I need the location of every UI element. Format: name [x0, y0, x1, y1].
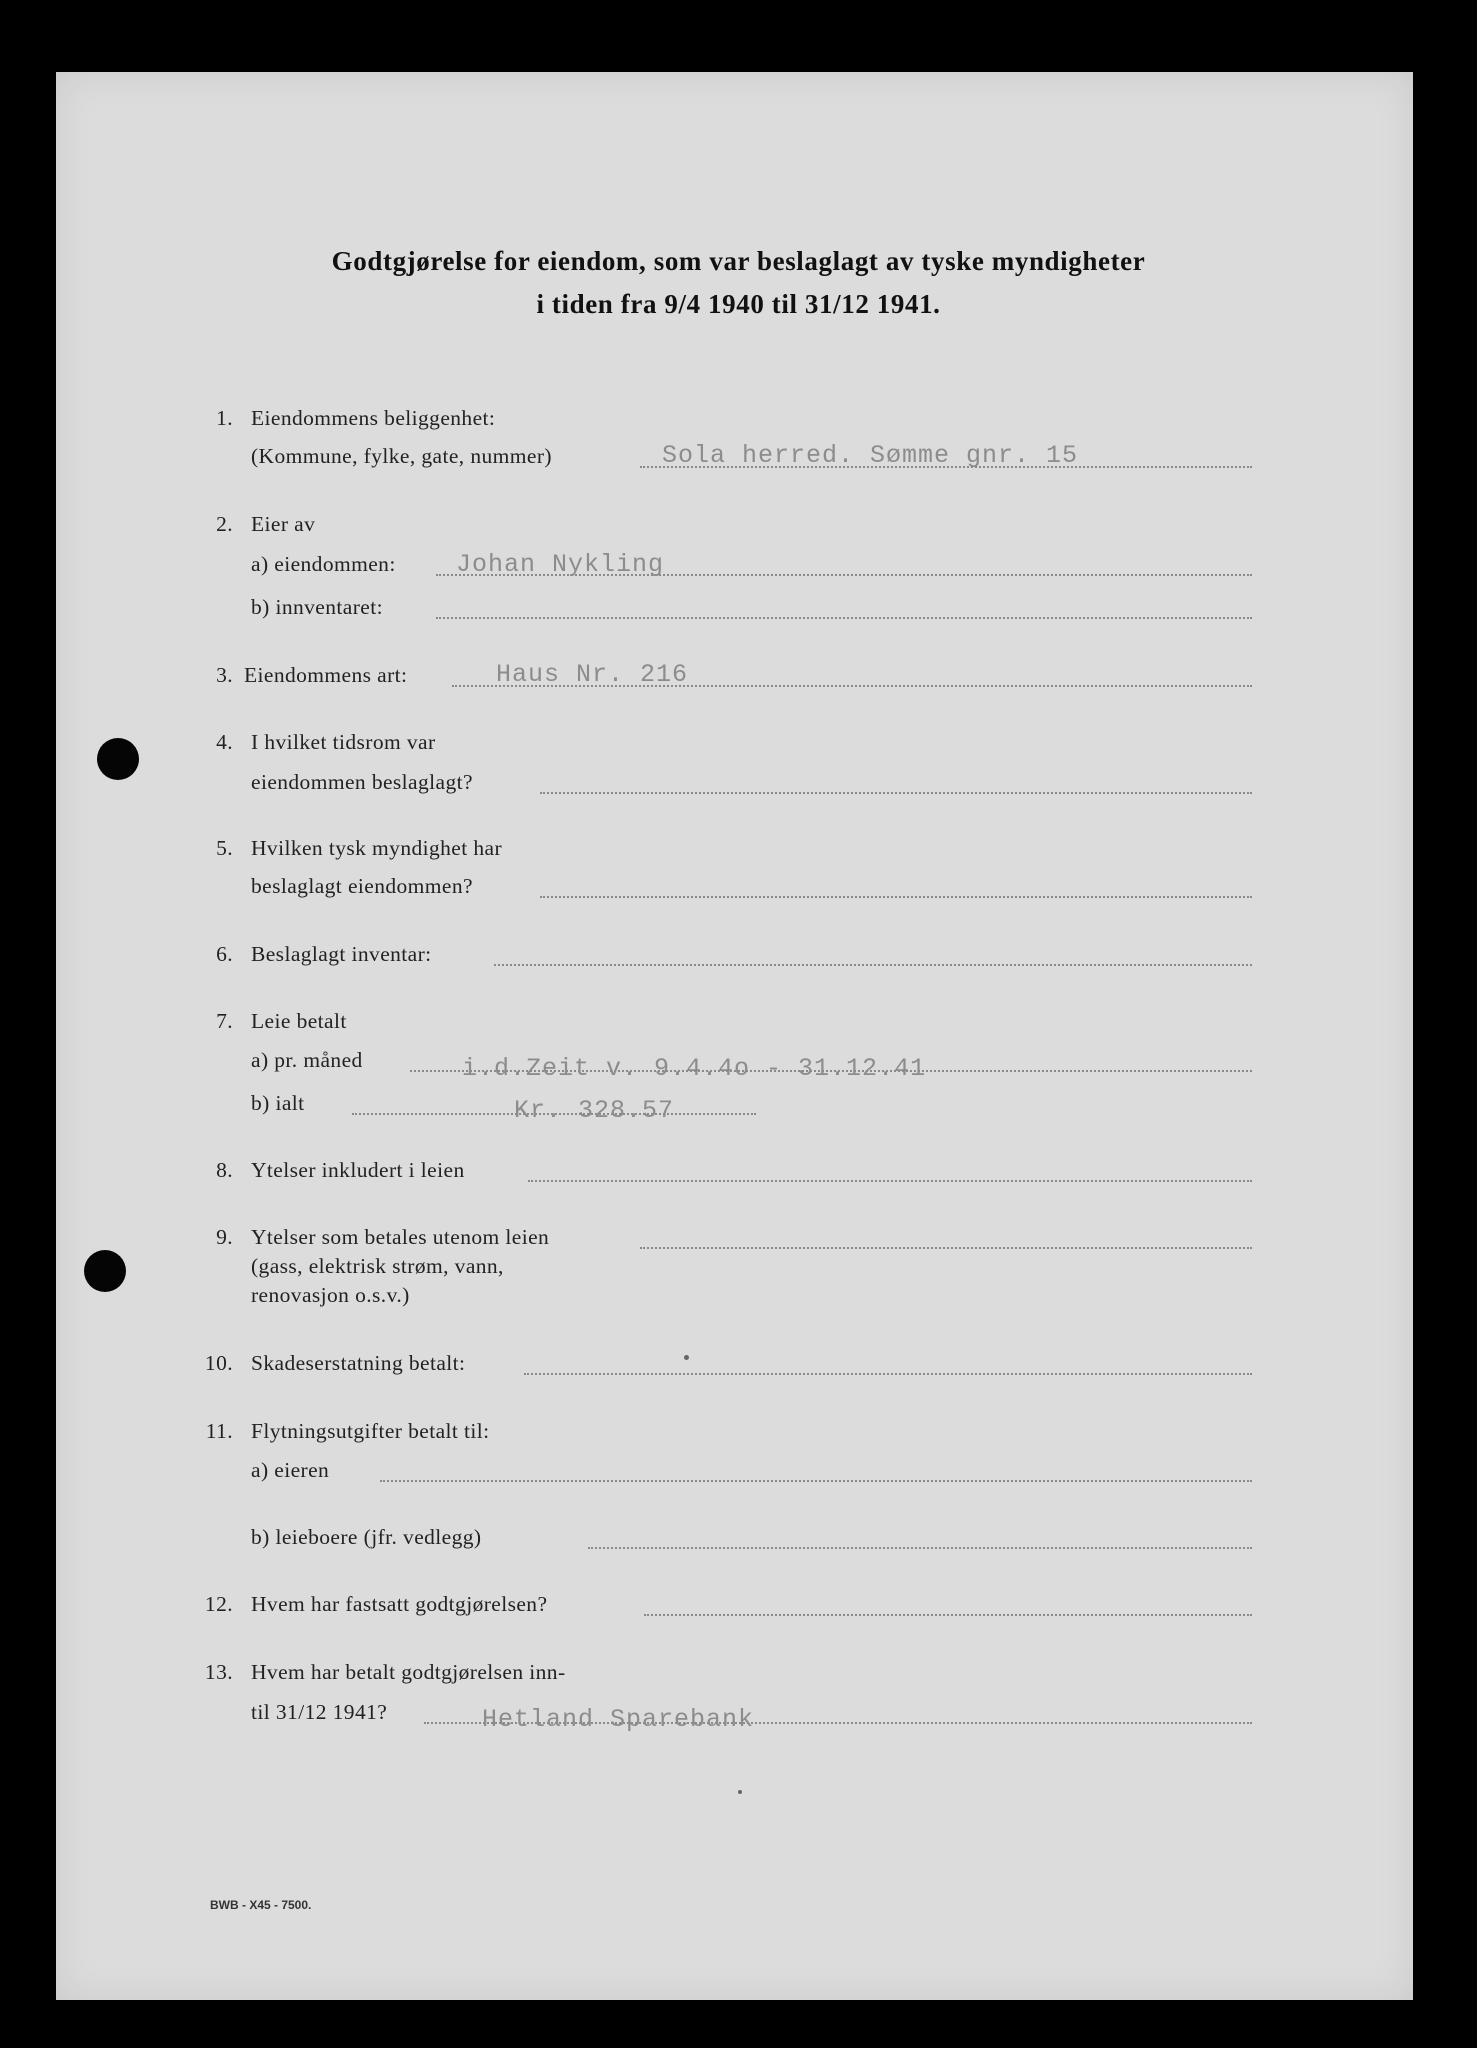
- q6-answer-line: [494, 964, 1252, 966]
- q9-answer-line: [640, 1247, 1252, 1249]
- q4-label-cont: eiendommen beslaglagt?: [251, 770, 473, 794]
- q10-answer-line: [524, 1373, 1252, 1375]
- q5-answer-line: [540, 896, 1252, 898]
- q11a-answer-line: [380, 1480, 1252, 1482]
- item-number-2: 2.: [216, 512, 233, 536]
- q4-label: I hvilket tidsrom var: [251, 730, 436, 754]
- q10-label: Skadeserstatning betalt:: [251, 1351, 466, 1375]
- q3-answer: Haus Nr. 216: [496, 660, 689, 689]
- q8-label: Ytelser inkludert i leien: [251, 1158, 465, 1182]
- q2b-answer-line: [436, 617, 1252, 619]
- form-print-code: BWB - X45 - 7500.: [210, 1898, 312, 1912]
- q13-label-cont: til 31/12 1941?: [251, 1700, 388, 1724]
- q13-answer: Hetland Sparebank: [482, 1705, 755, 1734]
- q11-label: Flytningsutgifter betalt til:: [251, 1419, 490, 1443]
- item-number-8: 8.: [216, 1158, 233, 1182]
- q6-label: Beslaglagt inventar:: [251, 942, 432, 966]
- q7a-answer: i.d.Zeit v. 9.4.4o - 31.12.41: [462, 1054, 927, 1083]
- q2b-label: b) innventaret:: [251, 595, 383, 619]
- q9-label: Ytelser som betales utenom leien: [251, 1225, 550, 1249]
- item-number-11: 11.: [205, 1419, 233, 1443]
- ink-speck: [738, 1790, 742, 1794]
- q12-label: Hvem har fastsatt godtgjørelsen?: [251, 1592, 548, 1616]
- q4-answer-line: [540, 792, 1252, 794]
- q11a-label: a) eieren: [251, 1458, 330, 1482]
- item-number-4: 4.: [216, 730, 233, 754]
- q12-answer-line: [644, 1614, 1252, 1616]
- q11b-label: b) leieboere (jfr. vedlegg): [251, 1525, 482, 1549]
- q1-answer: Sola herred. Sømme gnr. 15: [662, 441, 1079, 470]
- punch-hole-upper: [97, 738, 139, 780]
- q3-label: Eiendommens art:: [244, 663, 408, 687]
- item-number-3: 3.: [216, 663, 233, 687]
- q5-label-cont: beslaglagt eiendommen?: [251, 874, 473, 898]
- q9-label-line3: renovasjon o.s.v.): [251, 1283, 410, 1307]
- q7a-label: a) pr. måned: [251, 1048, 363, 1072]
- item-number-10: 10.: [204, 1351, 233, 1375]
- item-number-6: 6.: [216, 942, 233, 966]
- q2a-answer: Johan Nykling: [456, 550, 665, 579]
- item-number-5: 5.: [216, 836, 233, 860]
- q2-label: Eier av: [251, 512, 316, 536]
- q11b-answer-line: [588, 1547, 1252, 1549]
- item-number-7: 7.: [216, 1009, 233, 1033]
- title-line-1: Godtgjørelse for eiendom, som var beslaglagt av tyske myndigheter: [331, 246, 1146, 276]
- form-title: [0, 240, 1477, 326]
- q1-sublabel: (Kommune, fylke, gate, nummer): [251, 444, 552, 468]
- q9-label-line2: (gass, elektrisk strøm, vann,: [251, 1254, 504, 1278]
- q5-label: Hvilken tysk myndighet har: [251, 836, 503, 860]
- q7-label: Leie betalt: [251, 1009, 347, 1033]
- q7b-label: b) ialt: [251, 1091, 305, 1115]
- q2a-label: a) eiendommen:: [251, 552, 396, 576]
- item-number-13: 13.: [204, 1660, 233, 1684]
- title-line-2: i tiden fra 9/4 1940 til 31/12 1941.: [536, 289, 941, 319]
- item-number-9: 9.: [216, 1225, 233, 1249]
- punch-hole-lower: [84, 1250, 126, 1292]
- q8-answer-line: [528, 1180, 1252, 1182]
- item-number-12: 12.: [204, 1592, 233, 1616]
- q7b-answer: Kr. 328.57: [514, 1096, 675, 1125]
- item-number-1: 1.: [216, 406, 233, 430]
- q1-label: Eiendommens beliggenhet:: [251, 406, 496, 430]
- q13-label: Hvem har betalt godtgjørelsen inn-: [251, 1660, 566, 1684]
- ink-speck: [684, 1355, 689, 1360]
